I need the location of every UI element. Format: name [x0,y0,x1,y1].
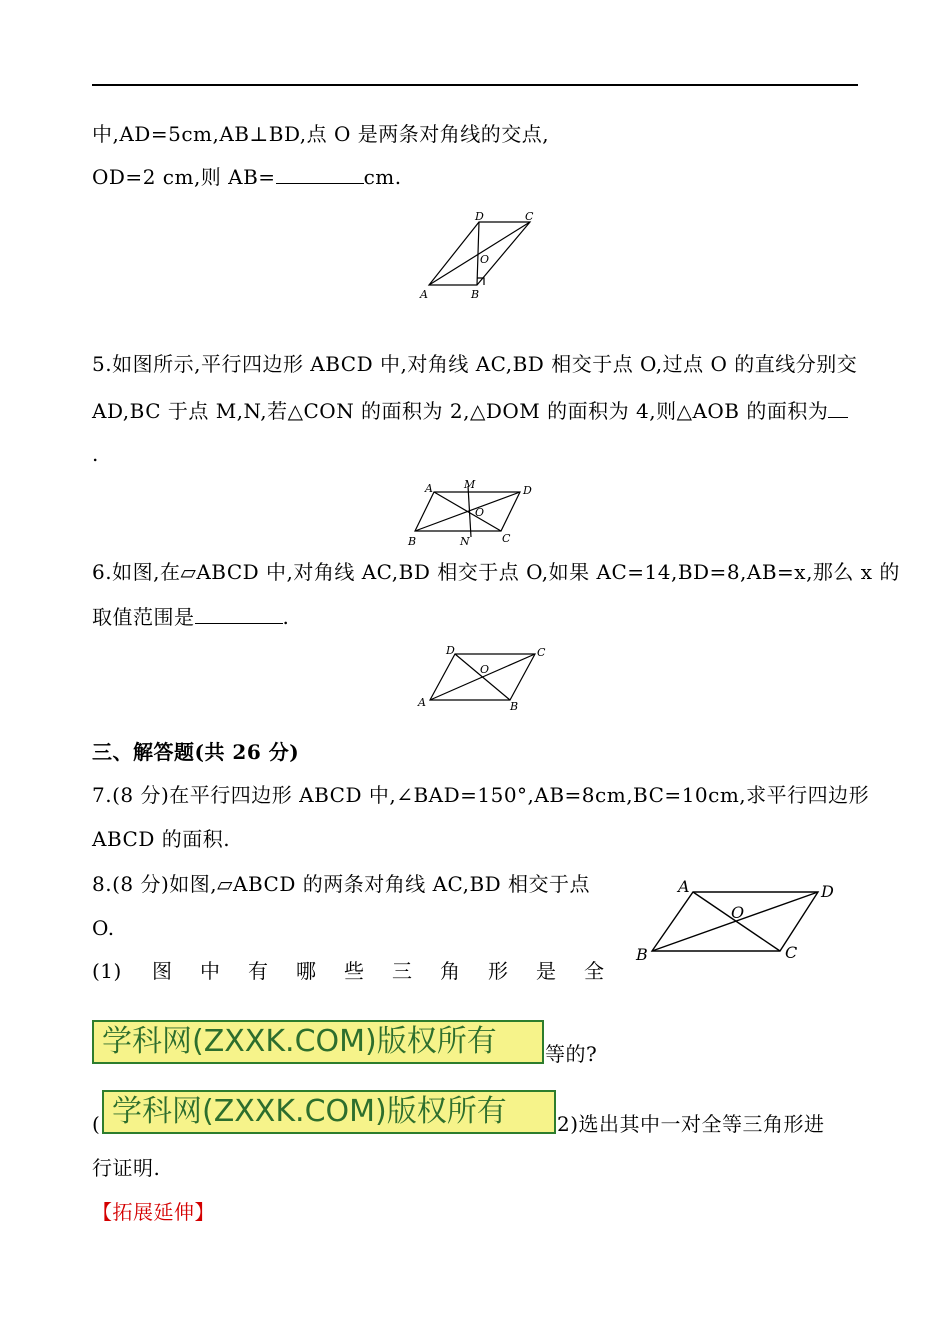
q6-label-c: C [537,646,546,659]
q4-label-b: B [471,288,480,301]
watermark-banner: 学科网(ZXXK.COM)版权所有 [92,1020,544,1064]
q8-label-a: A [678,877,690,896]
q4-label-a: A [420,288,428,301]
q5-label-n: N [460,535,470,548]
q5-answer-blank [828,397,848,418]
q8-line3-char: 角 [440,959,461,983]
q5-label-d: D [523,484,532,497]
q8-label-o: O [731,903,745,922]
q8-line1: 8.(8 分)如图,▱ABCD 的两条对角线 AC,BD 相交于点 [92,872,591,896]
q5-label-b: B [408,535,417,548]
q5-line3: . [92,442,99,466]
q6-figure [410,640,555,716]
q8-line3 [92,957,632,985]
q5-label-m: M [464,478,476,491]
q8-line3-char: 是 [536,959,557,983]
q8-label-b: B [636,945,648,964]
q6-line2-post: . [282,605,290,629]
q8-label-c: C [785,943,798,962]
q8-line6: 行证明. [92,1156,161,1180]
q8-line2: O. [92,916,115,940]
q5-figure [400,474,545,550]
q6-label-b: B [510,700,519,713]
q8-line4-post: 等的? [545,1042,598,1066]
q8-line3-char: 全 [584,959,605,983]
q5-label-o: O [475,506,485,519]
section3-title: 三、解答题(共 26 分) [92,740,300,764]
q8-label-d: D [821,882,834,901]
q6-label-o: O [480,663,490,676]
q4-answer-blank [276,163,364,184]
q7-line2: ABCD 的面积. [92,827,231,851]
q8-line3-char: 哪 [296,959,317,983]
q6-label-a: A [418,696,426,709]
q4-label-d: D [475,210,484,223]
q8-line3-char: (1) [92,959,122,983]
q4-line2 [92,163,402,191]
q4-label-o: O [480,253,490,266]
q5-line2 [92,397,848,425]
q8-line3-char: 图 [152,959,173,983]
q6-line2-pre: 取值范围是 [92,605,195,629]
q6-label-d: D [446,644,455,657]
q6-line1: 6.如图,在▱ABCD 中,对角线 AC,BD 相交于点 O,如果 AC=14,BD=8,AB=x,那么 x 的 [92,560,900,584]
q8-line3-char: 三 [392,959,413,983]
q4-line1: 中,AD=5cm,AB⊥BD,点 O 是两条对角线的交点, [92,122,550,146]
q5-label-c: C [502,532,511,545]
header-rule [92,84,858,86]
q6-diagonal-bd [455,654,510,700]
extension-label: 【拓展延伸】 [92,1200,215,1224]
q8-figure [628,872,848,964]
q5-line2-text: AD,BC 于点 M,N,若△CON 的面积为 2,△DOM 的面积为 4,则△AOB 的面积为 [92,399,829,423]
q5-line1: 5.如图所示,平行四边形 ABCD 中,对角线 AC,BD 相交于点 O,过点 O 的直线分别交 [92,352,858,376]
q7-line1: 7.(8 分)在平行四边形 ABCD 中,∠BAD=150°,AB=8cm,BC=10cm,求平行四边形 [92,783,870,807]
q5-label-a: A [425,482,433,495]
q4-label-c: C [525,210,534,223]
q4-line2-pre: OD=2 cm,则 AB= [92,165,276,189]
q8-line5-pre: ( [92,1112,101,1136]
q4-figure [415,208,545,304]
q8-line3-char: 中 [200,959,221,983]
watermark-banner: 学科网(ZXXK.COM)版权所有 [102,1090,556,1134]
q8-line5-post: 2)选出其中一对全等三角形进 [557,1112,825,1136]
q6-answer-blank [195,603,283,624]
q4-line2-post: cm. [363,165,402,189]
q8-line3-char: 形 [488,959,509,983]
q8-line3-char: 些 [344,959,365,983]
q8-line3-char: 有 [248,959,269,983]
q6-line2 [92,603,289,631]
